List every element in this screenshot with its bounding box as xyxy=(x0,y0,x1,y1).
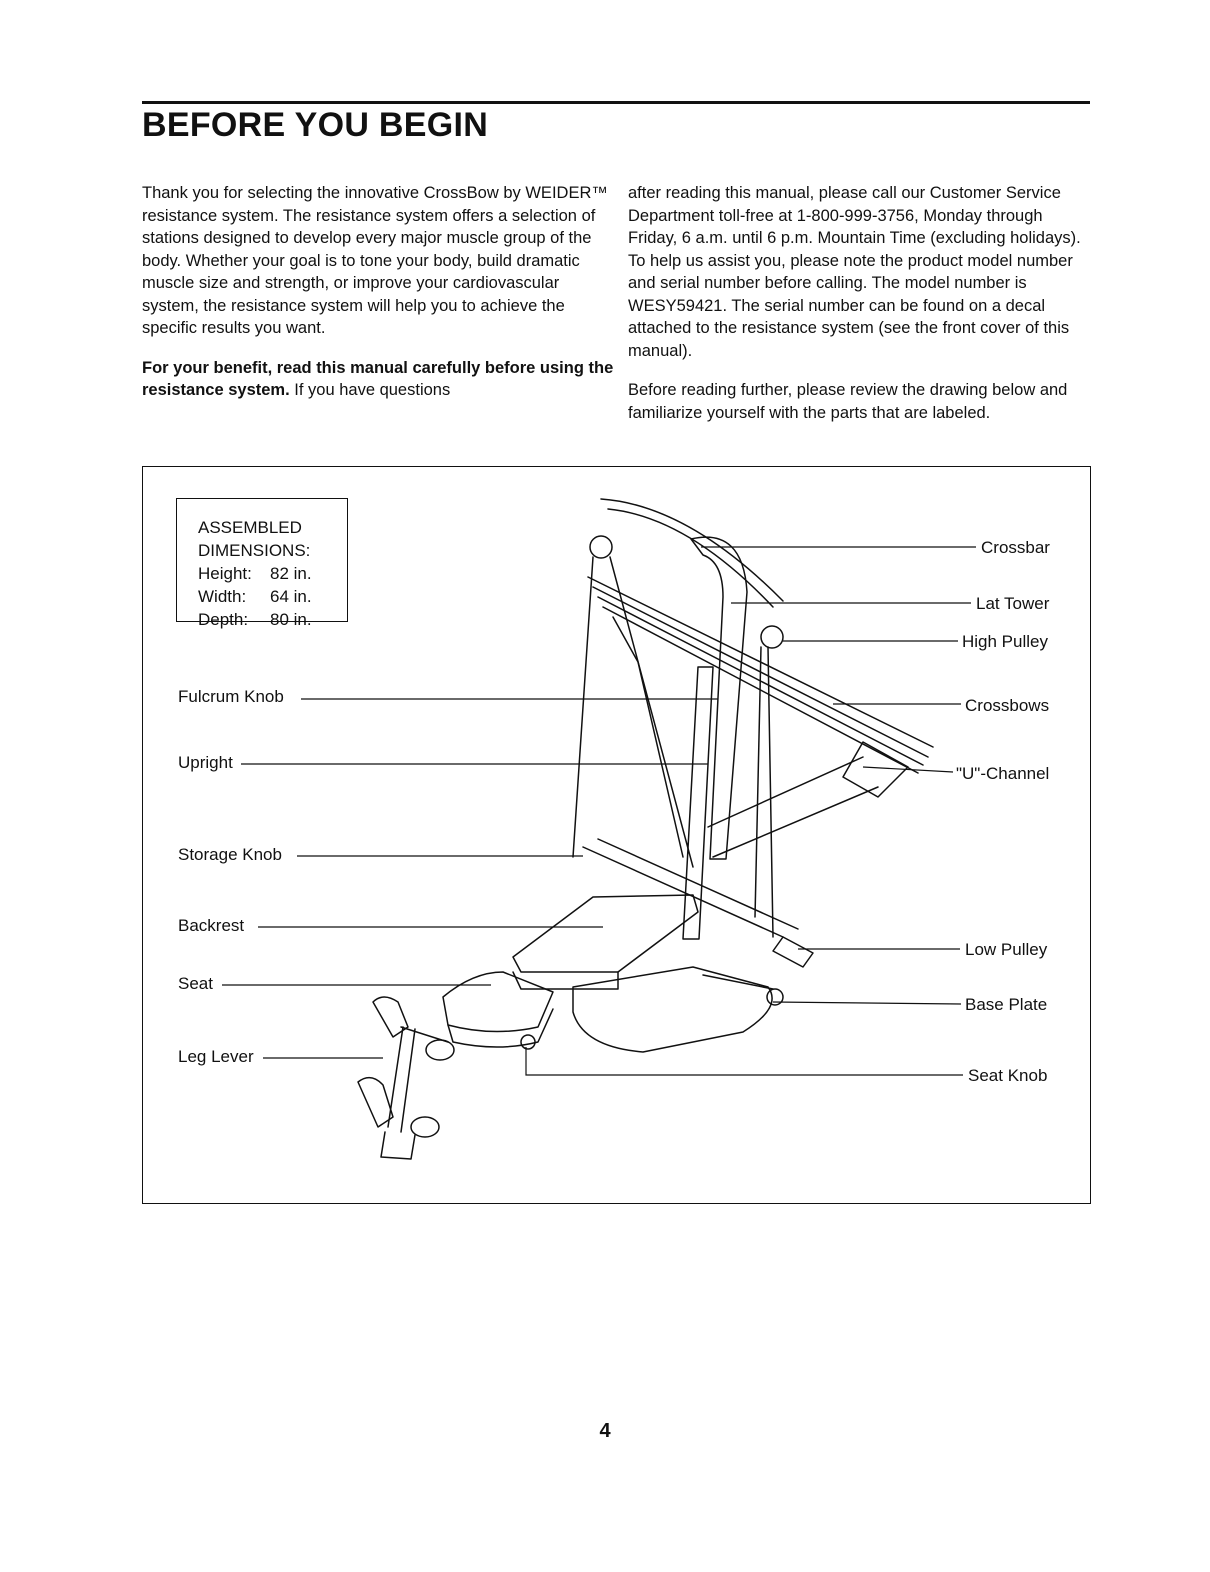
label-crossbows: Crossbows xyxy=(965,696,1050,715)
seat-knob-shape xyxy=(521,1035,535,1049)
depth-label: Depth: xyxy=(198,610,249,629)
storage-rail-2 xyxy=(598,839,798,929)
read-manual-continuation: If you have questions xyxy=(289,381,451,399)
label-upright: Upright xyxy=(178,753,233,772)
label-fulcrum-knob: Fulcrum Knob xyxy=(178,687,284,706)
high-pulley-left-shape xyxy=(590,536,612,558)
leg-lever-pad-lower xyxy=(358,1078,393,1127)
leader-base-plate xyxy=(773,1002,961,1004)
dimensions-title-line1: ASSEMBLED xyxy=(198,518,302,537)
label-storage-knob: Storage Knob xyxy=(178,845,282,864)
assembled-dimensions-box xyxy=(176,498,348,629)
dimensions-title-line2: DIMENSIONS: xyxy=(198,541,311,560)
high-pulley-shape xyxy=(761,626,783,648)
crossbar-shape xyxy=(601,499,783,601)
width-label: Width: xyxy=(198,587,247,606)
left-cable xyxy=(573,557,593,857)
crossbow-band-2 xyxy=(713,787,878,857)
seat-shape xyxy=(443,972,553,1032)
label-leg-lever: Leg Lever xyxy=(178,1047,254,1066)
page-number: 4 xyxy=(599,1420,611,1442)
page-title: BEFORE YOU BEGIN xyxy=(142,106,489,144)
label-high-pulley: High Pulley xyxy=(962,632,1048,651)
pulley-arm xyxy=(613,617,683,857)
customer-service-paragraph: after reading this manual, please call our Customer Service Department toll-free at 1-800-999-3756, Monday through Friday, 6 a.m. until 6 p.m. Mountain Time (excluding holidays). To help us assist you, please note the product model number and serial number before calling. The model number is WESY59421. The serial number can be found on a decal attached to the resistance system (see the front cover of this manual). xyxy=(628,184,1081,360)
low-pulley-bracket xyxy=(773,937,813,967)
left-cable-2 xyxy=(610,557,693,867)
label-base-plate: Base Plate xyxy=(965,995,1048,1014)
leg-lever-bar xyxy=(388,1027,403,1127)
heading-rule xyxy=(142,101,1090,104)
base-plate-shape xyxy=(573,967,772,1052)
label-lat-tower: Lat Tower xyxy=(976,594,1050,613)
parts-diagram xyxy=(142,466,1091,1204)
base-tube xyxy=(703,975,773,989)
leader-seat-knob xyxy=(526,1047,963,1075)
label-backrest: Backrest xyxy=(178,916,245,935)
width-value: 64 in. xyxy=(270,587,312,606)
backrest-shape xyxy=(513,895,698,972)
intro-column-right xyxy=(628,182,1093,441)
height-row xyxy=(198,562,347,585)
crossbar-shape-inner xyxy=(608,509,773,607)
label-crossbar: Crossbar xyxy=(981,538,1050,557)
depth-row xyxy=(198,608,347,631)
leg-lever-roller-upper xyxy=(426,1040,454,1060)
read-manual-emphasis: For your benefit, read this manual carefully before using the resistance system. xyxy=(142,358,614,399)
leg-lever-foot xyxy=(381,1132,415,1159)
label-seat-knob: Seat Knob xyxy=(968,1066,1048,1085)
height-label: Height: xyxy=(198,564,252,583)
depth-value: 80 in. xyxy=(270,610,312,629)
review-drawing-paragraph: Before reading further, please review the drawing below and familiarize yourself with the parts that are labeled. xyxy=(628,381,1068,422)
intro-paragraph: Thank you for selecting the innovative CrossBow by WEIDER™ resistance system. The resistance system offers a selection of stations designed to develop every major muscle group of the body. Whether your goal is to tone your body, build dramatic muscle size and strength, or improve your cardiovascular system, the resistance system will help you to achieve the specific results you want. xyxy=(142,184,608,337)
intro-column-left xyxy=(142,182,614,419)
leg-lever-roller-lower xyxy=(411,1117,439,1137)
label-u-channel: "U"-Channel xyxy=(956,764,1050,783)
right-cable xyxy=(768,647,773,937)
lat-tower-shape xyxy=(691,537,747,859)
backrest-side xyxy=(513,972,618,989)
label-low-pulley: Low Pulley xyxy=(965,940,1048,959)
read-manual-paragraph xyxy=(142,357,614,402)
width-row xyxy=(198,585,347,608)
height-value: 82 in. xyxy=(270,564,312,583)
label-seat: Seat xyxy=(178,974,213,993)
leg-lever-bar-2 xyxy=(401,1029,415,1132)
